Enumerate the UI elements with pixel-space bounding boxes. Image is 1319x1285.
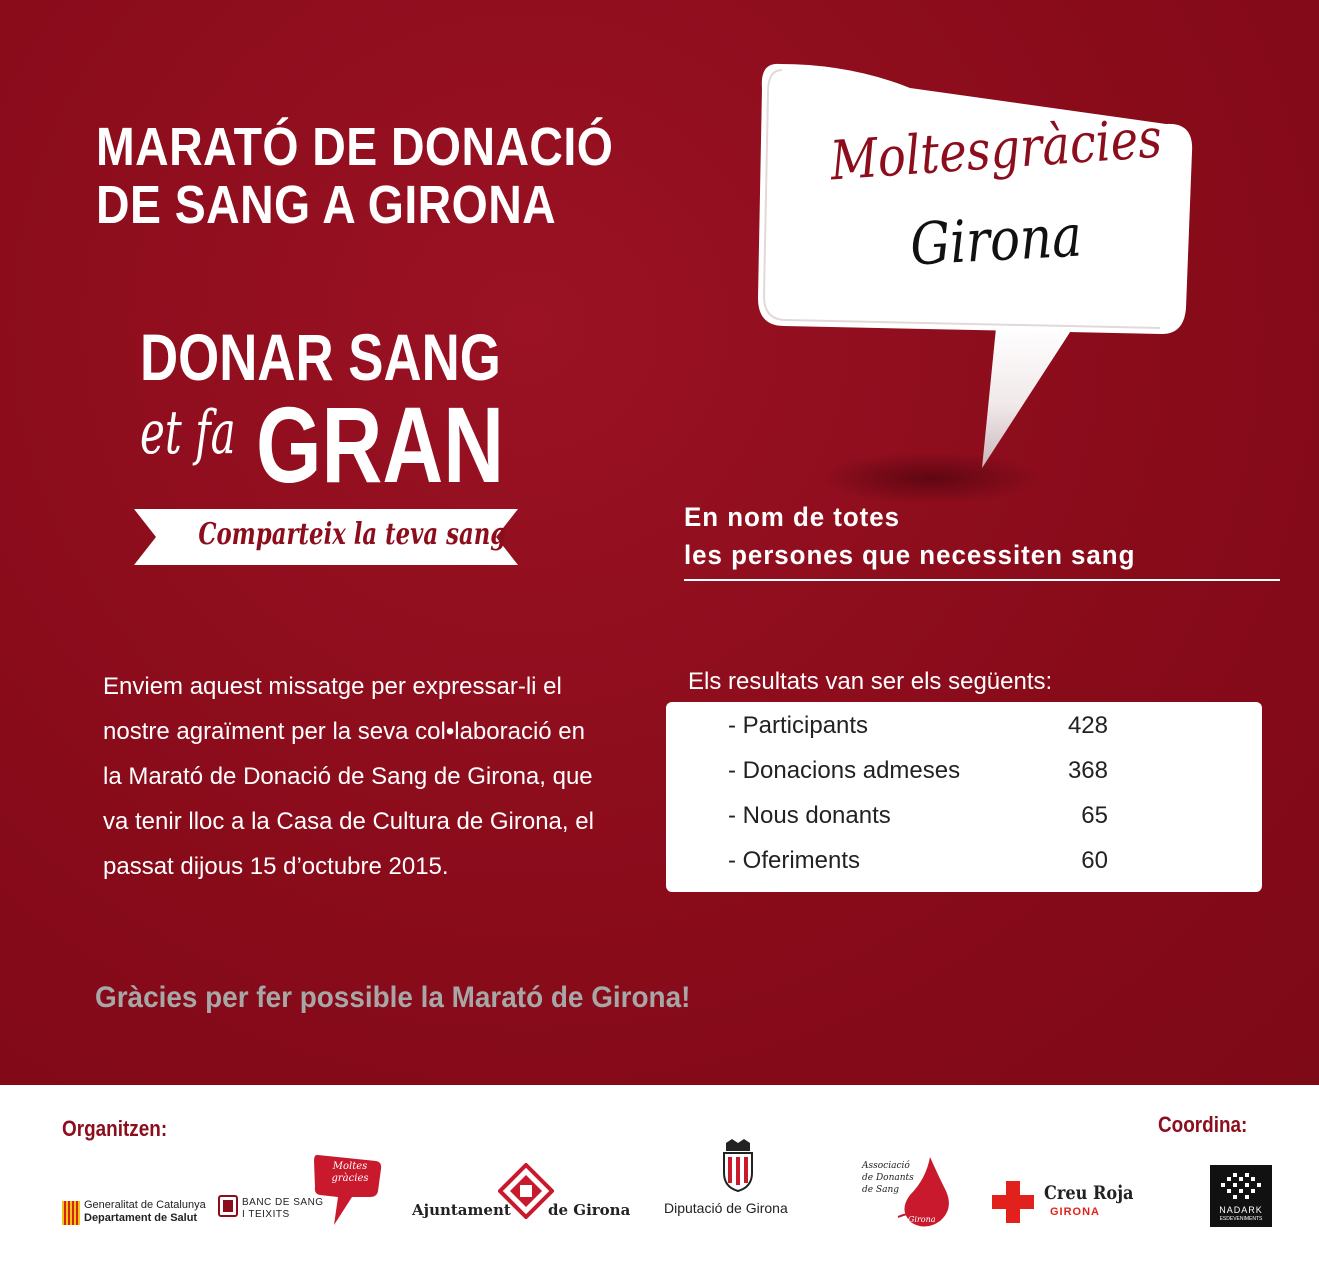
result-value: 368 (1067, 757, 1108, 784)
en-nom-line2: les persones que necessiten sang (684, 540, 1136, 570)
result-value: 428 (1067, 712, 1108, 739)
message-line: la Marató de Donació de Sang de Girona, que (103, 763, 593, 790)
moltes-line2: gràcies (331, 1173, 369, 1184)
results-table (666, 702, 1262, 892)
associacio-line3: de Sang (862, 1185, 900, 1195)
nadark-pattern-icon (1221, 1173, 1261, 1201)
headline-line2: DE SANG A GIRONA (96, 175, 557, 235)
generalitat-line1: Generalitat de Catalunya (84, 1199, 206, 1211)
headline (96, 118, 613, 234)
message-line: passat dijous 15 d’octubre 2015. (103, 853, 449, 880)
message-line: Enviem aquest missatge per expressar-li el (103, 673, 562, 700)
nadark-sub: ESDEVENIMENTS (1219, 1216, 1263, 1222)
thank-you-message (103, 664, 663, 889)
creu-roja-text: Creu Roja (1044, 1182, 1134, 1204)
ajuntament-right: de Girona (548, 1201, 631, 1219)
en-nom-text (684, 498, 1135, 574)
speech-bubble (750, 58, 1210, 518)
nadark-text: NADARK (1219, 1205, 1263, 1215)
organitzen-label: Organitzen: (62, 1116, 168, 1141)
result-label: - Participants (728, 712, 869, 739)
red-cross-icon (992, 1181, 1034, 1223)
banc-de-sang-icon (218, 1195, 238, 1217)
associacio-line2: de Donants (862, 1173, 914, 1183)
diputacio-girona-logo (664, 1139, 814, 1223)
bubble-moltes-gracies: Moltesgràcies (828, 106, 1164, 193)
ribbon-text: Comparteix la teva sang (198, 517, 507, 552)
banc-line1: BANC DE SANG (242, 1197, 324, 1208)
message-line: nostre agraïment per la seva col•laboració en (103, 718, 586, 745)
generalitat-logo (62, 1197, 212, 1231)
result-row (728, 839, 1108, 883)
senyera-icon (62, 1201, 80, 1225)
bubble-girona: Girona (908, 201, 1084, 279)
moltes-gracies-logo (312, 1151, 384, 1231)
diputacio-text: Diputació de Girona (664, 1200, 788, 1216)
ajuntament-girona-logo (412, 1159, 632, 1229)
slogan-et-fa: et fa (140, 398, 236, 468)
coordina-label: Coordina: (1158, 1112, 1248, 1137)
result-label: - Oferiments (728, 847, 861, 874)
result-value: 65 (1081, 802, 1108, 829)
en-nom-line1: En nom de totes (684, 502, 901, 532)
banc-line2: I TEIXITS (242, 1209, 290, 1220)
slogan-donar-sang: DONAR SANG (140, 320, 501, 394)
creu-roja-city: GIRONA (1050, 1206, 1100, 1218)
slogan-ribbon (134, 503, 518, 571)
ajuntament-left: Ajuntament (412, 1201, 511, 1219)
diputacio-shield-icon (718, 1139, 758, 1193)
slogan-gran: GRAN (256, 384, 505, 505)
results-title: Els resultats van ser els següents: (688, 668, 1053, 695)
associacio-line4: Girona (908, 1215, 936, 1224)
creu-roja-logo (992, 1179, 1132, 1229)
result-row (728, 794, 1108, 838)
nadark-logo (1210, 1165, 1272, 1227)
divider-line (684, 579, 1280, 581)
associacio-line1: Associació (862, 1161, 910, 1171)
result-value: 60 (1081, 847, 1108, 874)
result-label: - Donacions admeses (728, 757, 961, 784)
headline-line1: MARATÓ DE DONACIÓ (96, 117, 614, 177)
sponsors-footer (0, 1085, 1319, 1285)
associacio-donants-logo (860, 1155, 960, 1235)
result-row (728, 704, 1108, 748)
result-label: - Nous donants (728, 802, 891, 829)
message-line: va tenir lloc a la Casa de Cultura de Girona, el (103, 808, 594, 835)
result-row (728, 749, 1108, 793)
generalitat-line2: Departament de Salut (84, 1212, 198, 1224)
moltes-line1: Moltes (332, 1161, 368, 1172)
closing-text: Gràcies per fer possible la Marató de Girona! (95, 981, 691, 1014)
